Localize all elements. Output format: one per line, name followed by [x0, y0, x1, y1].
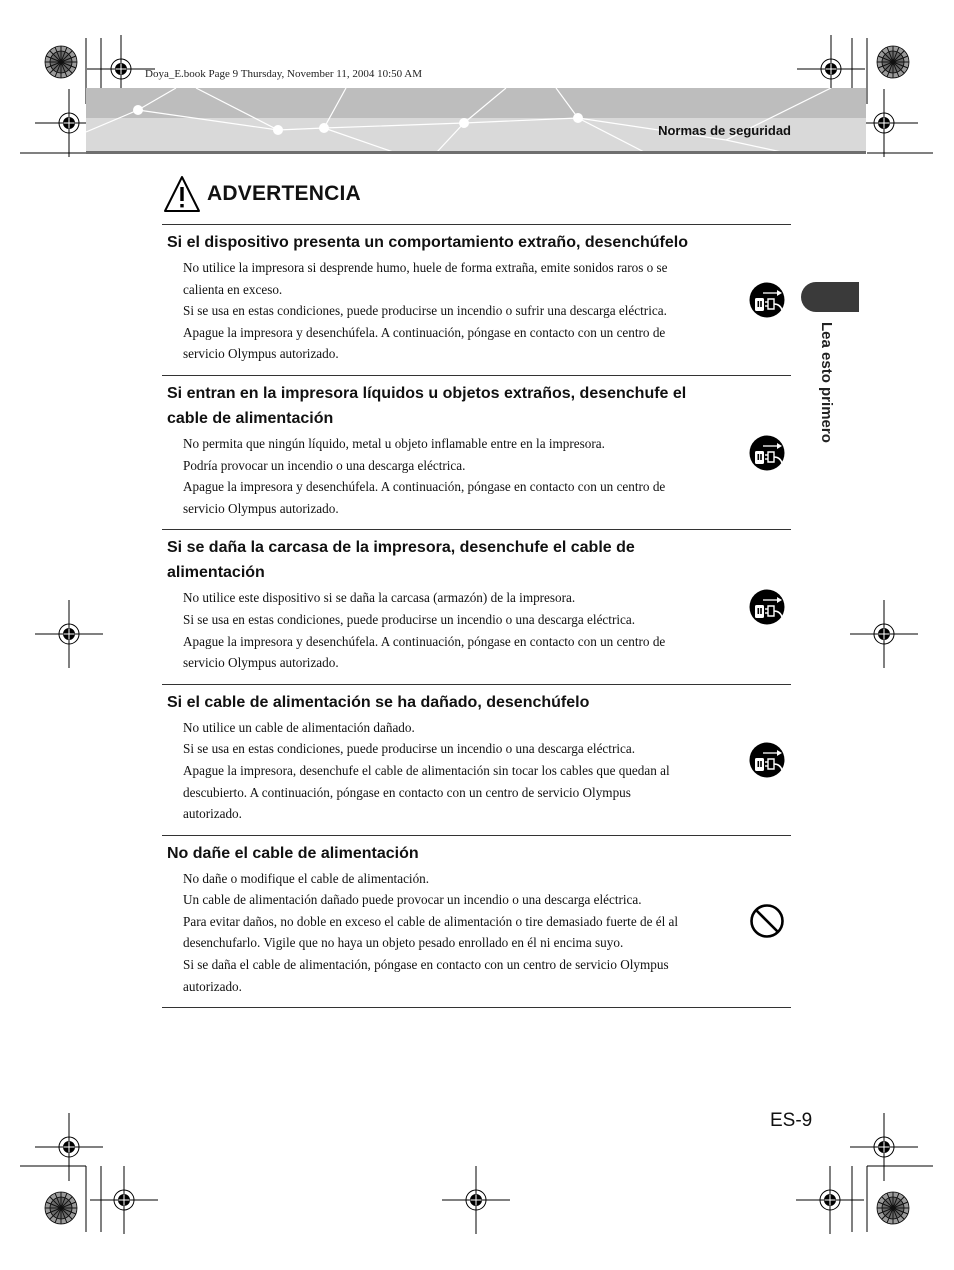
- warning-item: [162, 836, 791, 1009]
- warning-item-text: No utilice este dispositivo si se daña la carcasa (armazón) de la impresora.: [183, 590, 576, 606]
- warning-heading: [163, 174, 361, 214]
- unplug-icon: [749, 589, 785, 625]
- unplug-icon: [749, 742, 785, 778]
- warning-item: [162, 225, 791, 376]
- warning-item-title: Si el cable de alimentación se ha dañado, desenchúfelo: [167, 693, 590, 711]
- prohibited-icon: [749, 903, 785, 939]
- warning-item-body: [162, 433, 688, 519]
- unplug-icon: [749, 435, 785, 471]
- warning-item-title: No dañe el cable de alimentación: [167, 844, 419, 862]
- warning-item-text: Apague la impresora y desenchúfela. A continuación, póngase en contacto con un centro de servicio Olympus autorizado.: [183, 479, 666, 516]
- warning-item-body: [162, 587, 688, 673]
- page-number: ES-9: [770, 1110, 813, 1131]
- warning-item: [162, 685, 791, 836]
- warning-item: [162, 530, 791, 684]
- warning-item-text: Podría provocar un incendio o una descarga eléctrica.: [183, 457, 466, 473]
- side-tab-label: Lea esto primero: [818, 322, 835, 443]
- warning-item-text: No utilice un cable de alimentación dañado.: [183, 719, 415, 735]
- warning-item-body: [162, 257, 688, 365]
- warning-title: ADVERTENCIA: [207, 182, 361, 205]
- warning-item-text: Si se daña el cable de alimentación, póngase en contacto con un centro de servicio Olympus autorizado.: [183, 957, 669, 994]
- side-tab-marker: [801, 282, 859, 312]
- warning-item: [162, 376, 791, 530]
- warning-item-text: Un cable de alimentación dañado puede provocar un incendio o una descarga eléctrica.: [183, 892, 642, 908]
- warning-item-title: Si entran en la impresora líquidos u objetos extraños, desenchufe el cable de alimentación: [167, 384, 687, 427]
- header-section-title: Normas de seguridad: [658, 123, 791, 138]
- warning-item-text: No utilice la impresora si desprende humo, huele de forma extraña, emite sonidos raros o se calienta en exceso.: [183, 260, 668, 297]
- warning-item-text: Apague la impresora, desenchufe el cable de alimentación sin tocar los cables que quedan al descubierto. A continuación, póngase en contacto con un centro de servicio Olympus autorizado.: [183, 762, 670, 822]
- warning-item-text: Si se usa en estas condiciones, puede producirse un incendio o una descarga eléctrica.: [183, 611, 636, 627]
- unplug-icon: [749, 282, 785, 318]
- warning-item-text: Apague la impresora y desenchúfela. A continuación, póngase en contacto con un centro de servicio Olympus autorizado.: [183, 324, 666, 362]
- header-rule: [86, 151, 866, 154]
- warning-item-text: Si se usa en estas condiciones, puede producirse un incendio o sufrir una descarga eléctrica.: [183, 303, 667, 319]
- book-file-line: Doya_E.book Page 9 Thursday, November 11, 2004 10:50 AM: [145, 68, 423, 80]
- warning-item-text: Apague la impresora y desenchúfela. A continuación, póngase en contacto con un centro de servicio Olympus autorizado.: [183, 633, 666, 671]
- warning-item-text: Para evitar daños, no doble en exceso el cable de alimentación o tire demasiado fuerte de él al desenchufarlo. Vigile que no haya un objeto pesado enrollado en él ni encima suyo.: [183, 913, 679, 951]
- warning-item-body: [162, 868, 688, 998]
- warning-item-text: No dañe o modifique el cable de alimentación.: [183, 870, 430, 886]
- warning-item-title: Si se daña la carcasa de la impresora, desenchufe el cable de alimentación: [167, 539, 635, 582]
- warning-item-body: [162, 717, 688, 825]
- warning-triangle-icon: [163, 175, 201, 213]
- warning-item-text: No permita que ningún líquido, metal u objeto inflamable entre en la impresora.: [183, 435, 605, 451]
- header-decoration: [86, 88, 866, 153]
- warning-list: [162, 224, 791, 1008]
- warning-item-title: Si el dispositivo presenta un comportamiento extraño, desenchúfelo: [167, 234, 688, 251]
- warning-item-text: Si se usa en estas condiciones, puede producirse un incendio o una descarga eléctrica.: [183, 741, 636, 757]
